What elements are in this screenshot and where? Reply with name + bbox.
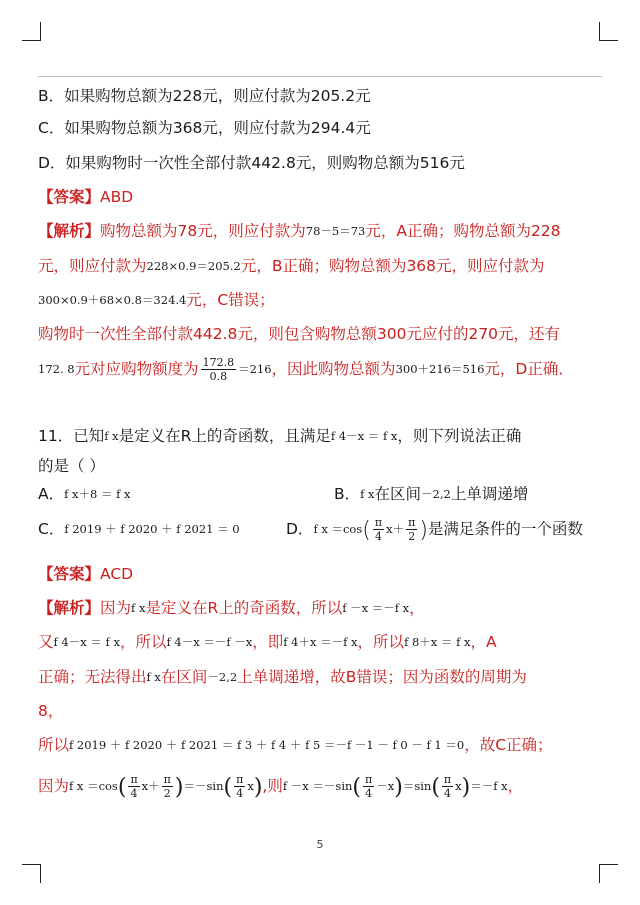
- fraction: [363, 773, 374, 800]
- paren-open: (: [431, 775, 440, 800]
- fraction: [406, 516, 417, 543]
- formula: x: [455, 779, 462, 793]
- analysis-q11-line-4: 8，: [38, 702, 64, 720]
- text: 元，A正确；购物总额为228: [365, 222, 561, 240]
- formula: f x ＝cos: [313, 522, 363, 536]
- option-label: B．: [334, 485, 361, 503]
- q11-option-d[interactable]: [286, 514, 583, 546]
- denominator: 4: [365, 787, 373, 800]
- header-rule: [38, 76, 602, 77]
- formula: ＝216: [238, 362, 272, 376]
- q11-option-c[interactable]: [38, 519, 240, 539]
- option-b-prev: B．如果购物总额为228元，则应付款为205.2元: [38, 87, 371, 105]
- formula: f 4－x ＝－f －x: [166, 635, 253, 649]
- analysis-label: 【解析】: [38, 222, 101, 240]
- text: 是满足条件的一个函数: [427, 520, 583, 538]
- text: 又: [38, 633, 54, 651]
- fraction: [442, 773, 453, 800]
- answer-label: 【答案】: [38, 188, 101, 206]
- paren-open: (: [352, 775, 361, 800]
- text: 元，D正确．: [484, 360, 574, 378]
- text: 11．已知: [38, 427, 105, 445]
- analysis-q11-line-1: [38, 598, 425, 618]
- q11-stem-line-2: 的是（ ）: [38, 457, 105, 475]
- formula: f x ＝cos: [69, 779, 118, 793]
- q11-option-b[interactable]: [334, 484, 528, 504]
- formula: x＋: [386, 522, 405, 536]
- analysis-q11-line-3: [38, 667, 527, 687]
- answer-value: ABD: [100, 188, 134, 206]
- option-label: C．: [38, 520, 65, 538]
- formula: f 4＋x ＝－f x: [283, 635, 358, 649]
- text: ，故C正确；: [464, 736, 553, 754]
- analysis-prev-line-5: [38, 356, 574, 383]
- text: ，即: [252, 633, 284, 651]
- formula: 300＋216＝516: [395, 362, 485, 376]
- text: 在区间: [160, 668, 208, 686]
- formula: f 4－x ＝ f x: [330, 429, 398, 443]
- option-label: A．: [38, 485, 65, 503]
- formula: f 2019 ＋ f 2020 ＋ f 2021 ＝ 0: [64, 522, 240, 536]
- formula: 172. 8: [38, 362, 75, 376]
- crop-mark-top-right: [599, 22, 618, 41]
- text: 是定义在R上的奇函数，且满足: [118, 427, 331, 445]
- option-label: D．: [286, 520, 314, 538]
- analysis-prev-line-3: [38, 290, 275, 310]
- numerator: 172.8: [202, 356, 235, 369]
- formula: 78－5＝73: [305, 224, 366, 238]
- text: 元，B正确；购物总额为368元，则应付款为: [240, 257, 545, 275]
- paren-close: ): [174, 775, 184, 800]
- formula: ＝－f x: [470, 779, 508, 793]
- fraction: [162, 773, 173, 800]
- answer-q11: [38, 564, 133, 584]
- formula: f 8＋x ＝ f x: [404, 635, 471, 649]
- page-number: 5: [316, 838, 324, 851]
- paren-open: (: [117, 775, 127, 800]
- denominator: 0.8: [209, 370, 228, 383]
- fraction: [234, 773, 245, 800]
- formula: 228×0.9＝205.2: [146, 259, 241, 273]
- paren-close: ): [419, 518, 428, 543]
- crop-mark-top-left: [22, 22, 41, 41]
- formula: f －x ＝－f x: [342, 601, 410, 615]
- text: 上单调递增，故B错误；因为函数的周期为: [237, 668, 527, 686]
- text: ，则下列说法正确: [397, 427, 522, 445]
- formula: f x: [360, 487, 375, 501]
- analysis-q11-line-2: [38, 632, 497, 652]
- answer-prev: [38, 187, 133, 207]
- formula: ＝－sin: [183, 779, 224, 793]
- formula: f x＋8 ＝ f x: [64, 487, 131, 501]
- formula: f 2019 ＋ f 2020 ＋ f 2021 ＝ f 3 ＋ f 4 ＋ f 5 ＝－f －1 － f 0 － f 1 ＝0: [69, 738, 465, 752]
- crop-mark-bottom-right: [599, 864, 618, 883]
- formula: ＝sin: [402, 779, 432, 793]
- text: 元，C错误；: [186, 291, 275, 309]
- text: 上单调递增: [450, 485, 529, 503]
- formula: f x: [104, 429, 119, 443]
- formula: x＋: [141, 779, 160, 793]
- option-d-prev: D．如果购物时一次性全部付款442.8元，则购物总额为516元: [38, 154, 465, 172]
- text: ，: [507, 777, 524, 795]
- text: 因为: [100, 599, 132, 617]
- analysis-prev-line-1: [38, 221, 561, 241]
- paren-close: ): [253, 775, 263, 800]
- text: 在区间: [374, 485, 422, 503]
- analysis-q11-line-5: [38, 735, 553, 755]
- formula: 300×0.9＋68×0.8＝324.4: [38, 293, 187, 307]
- text: 购物总额为78元，则应付款为: [100, 222, 306, 240]
- text: ，: [409, 599, 425, 617]
- text: 元对应购物额度为: [74, 360, 199, 378]
- fraction: [128, 773, 139, 800]
- formula: －2,2: [421, 487, 451, 501]
- answer-value: ACD: [100, 565, 134, 583]
- analysis-q11-line-6: [38, 771, 523, 803]
- formula: －x: [376, 779, 395, 793]
- text: 因为: [38, 777, 70, 795]
- paren-close: ): [461, 775, 471, 800]
- formula: f x: [146, 670, 161, 684]
- formula: f 4－x ＝ f x: [53, 635, 120, 649]
- formula: －2,2: [207, 670, 238, 684]
- option-c-prev: C．如果购物总额为368元，则应付款为294.4元: [38, 119, 371, 137]
- formula: f －x ＝－sin: [282, 779, 353, 793]
- answer-label: 【答案】: [38, 565, 101, 583]
- analysis-prev-line-4: 购物时一次性全部付款442.8元，则包含购物总额300元应付的270元，还有: [38, 325, 561, 343]
- formula: f x: [131, 601, 146, 615]
- text: ，因此购物总额为: [271, 360, 396, 378]
- q11-stem-line-1: [38, 426, 521, 446]
- text: 正确；无法得出: [38, 668, 147, 686]
- numerator: π: [163, 773, 171, 786]
- crop-mark-bottom-left: [22, 864, 41, 883]
- numerator: π: [236, 773, 244, 786]
- denominator: 4: [374, 530, 382, 543]
- numerator: π: [130, 773, 138, 786]
- q11-option-a[interactable]: [38, 484, 131, 504]
- numerator: π: [374, 516, 383, 529]
- formula: x: [247, 779, 254, 793]
- paren-close: ): [394, 775, 403, 800]
- text: ，所以: [119, 633, 167, 651]
- numerator: π: [408, 516, 416, 529]
- denominator: 2: [408, 530, 416, 543]
- analysis-label: 【解析】: [38, 599, 101, 617]
- text: ，A: [470, 633, 497, 651]
- fraction: [373, 516, 384, 543]
- denominator: 4: [444, 787, 452, 800]
- fraction: [201, 356, 237, 383]
- analysis-prev-line-2: [38, 256, 545, 276]
- numerator: π: [443, 773, 452, 786]
- paren-open: (: [362, 518, 371, 543]
- text: ，所以: [357, 633, 405, 651]
- text: 所以: [38, 736, 70, 754]
- paren-open: (: [223, 775, 233, 800]
- text: 是定义在R上的奇函数，所以: [145, 599, 343, 617]
- denominator: 4: [236, 787, 244, 800]
- text: ,则: [262, 777, 283, 795]
- numerator: π: [365, 773, 373, 786]
- denominator: 4: [130, 787, 138, 800]
- text: 元，则应付款为: [38, 257, 147, 275]
- denominator: 2: [163, 787, 171, 800]
